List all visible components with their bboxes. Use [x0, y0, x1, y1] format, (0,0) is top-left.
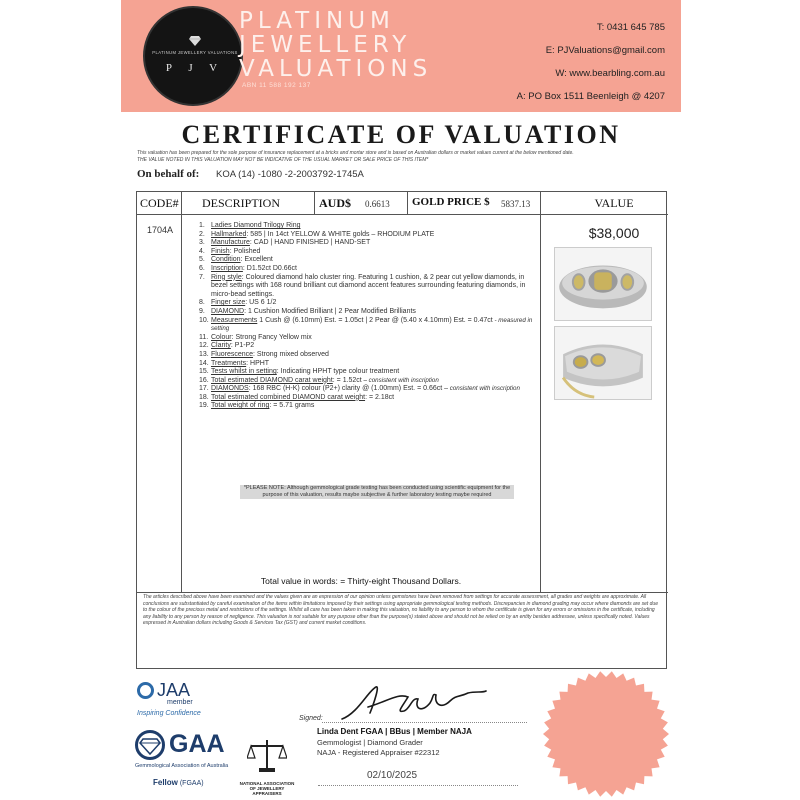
brand-name — [239, 9, 432, 81]
description-item — [189, 334, 539, 343]
item-text: : = 1.52ct — [332, 376, 362, 384]
valuation-date: 02/10/2025 — [367, 770, 418, 781]
item-number: 17. — [199, 385, 209, 393]
item-label: Total weight of ring — [211, 402, 270, 410]
logo-small-text: PLATINUM JEWELLERY VALUATIONS — [152, 50, 238, 55]
item-code: 1704A — [147, 225, 174, 235]
globe-icon — [137, 682, 154, 699]
column-divider — [407, 192, 408, 214]
testing-note: *PLEASE NOTE: Although gemmological grade testing has been conducted using scientific equipment for the purpose of this valuation, results maybe subjective & further laboratory testing maybe required — [240, 485, 514, 499]
item-number: 1. — [199, 222, 205, 229]
item-number: 6. — [199, 264, 205, 272]
ring-photo-angle — [554, 326, 652, 400]
item-note: consistent with inscription — [448, 385, 520, 393]
signature-line — [322, 722, 527, 723]
item-text: : Strong mixed observed — [253, 350, 329, 358]
item-number: 13. — [199, 350, 209, 358]
item-label: Finish — [211, 247, 230, 255]
description-item — [189, 265, 539, 274]
item-value: $38,000 — [588, 225, 640, 241]
description-item — [189, 308, 539, 317]
naja-text: NATIONAL ASSOCIATION OF JEWELLERY APPRAISERS — [239, 781, 295, 796]
description-item — [189, 274, 539, 300]
description-item — [189, 342, 539, 351]
item-text: : Indicating HPHT type colour treatment — [276, 368, 400, 376]
column-divider — [314, 192, 315, 214]
scales-icon — [247, 738, 287, 774]
item-text: : = 5.71 grams — [269, 402, 315, 410]
item-label: Inscription — [211, 264, 243, 272]
item-text: : = 2.18ct — [365, 393, 395, 401]
description-item — [189, 231, 539, 240]
item-number: 15. — [199, 368, 209, 376]
description-item — [189, 394, 539, 403]
column-divider — [181, 192, 182, 593]
date-line — [318, 785, 518, 786]
item-text: : D1.52ct D0.66ct — [242, 264, 297, 272]
item-number: 10. — [199, 316, 209, 324]
letterhead — [121, 0, 681, 112]
description-item — [189, 299, 539, 308]
postal-address: A: PO Box 1511 Beenleigh @ 4207 — [516, 91, 665, 102]
item-label: Ring style — [211, 273, 242, 281]
gem-icon — [135, 730, 165, 760]
description-item — [189, 239, 539, 248]
on-behalf-value: KOA (14) -1080 -2-2003792-1745A — [216, 169, 364, 180]
item-number: 14. — [199, 359, 209, 367]
gaa-fellow-label: Fellow — [153, 778, 178, 787]
item-text: : P1-P2 — [230, 342, 255, 350]
ring-photo-front — [554, 247, 652, 321]
item-note: – consistent with inscription — [361, 376, 439, 384]
code-header: CODE# — [140, 196, 179, 210]
company-seal — [542, 670, 670, 798]
item-label: Clarity — [211, 342, 231, 350]
disclaimer-line-1: This valuation has been prepared for the sole purpose of insurance replacement at a bricks and mortar store and is based on Australian dollars or market values current at the below mentioned date. — [137, 150, 574, 156]
signer-title: Gemmologist | Diamond Grader — [317, 738, 423, 747]
item-text: : Coloured diamond halo cluster ring. Featuring 1 cushion, & 2 pear cut yellow diamonds, in bezel settings with 168 round brilliant cut diamond accent features surrounding featuring diamonds, in micro-bead settings. — [211, 273, 526, 298]
signed-label: Signed: — [299, 715, 323, 722]
signer-registration: NAJA - Registered Appraiser #22312 — [317, 748, 440, 757]
item-text: : Strong Fancy Yellow mix — [231, 333, 312, 341]
item-number: 2. — [199, 230, 205, 238]
item-label: Hallmarked — [211, 230, 247, 238]
jaa-text: JAA — [157, 680, 191, 700]
diamond-icon — [189, 36, 201, 46]
item-label: DIAMONDS — [211, 385, 249, 393]
gold-price-value: 5837.13 — [501, 199, 531, 209]
item-label: Finger size — [211, 299, 246, 307]
item-text: : 168 RBC (H-K) colour (P2+) clarity @ (1.00mm) Est. = 0.66ct – — [248, 385, 449, 393]
item-text: : CAD | HAND FINISHED | HAND-SET — [249, 239, 371, 247]
jaa-tagline: Inspiring Confidence — [137, 710, 201, 717]
gaa-fellow — [153, 778, 204, 787]
total-value-words: Total value in words: = Thirty-eight Thousand Dollars. — [260, 576, 462, 586]
item-label: Ladies Diamond Trilogy Ring — [211, 222, 301, 229]
item-label: Total estimated DIAMOND carat weight — [211, 376, 333, 384]
gaa-fellow-abbr: (FGAA) — [179, 780, 204, 787]
item-number: 3. — [199, 239, 205, 247]
description-item — [189, 351, 539, 360]
item-number: 7. — [199, 273, 205, 281]
brand-line-1: PLATINUM — [239, 8, 395, 34]
item-label: Fluorescence — [211, 350, 254, 358]
disclaimer — [137, 150, 667, 163]
company-logo — [143, 6, 243, 106]
item-number: 19. — [199, 402, 209, 410]
item-label: DIAMOND — [211, 307, 245, 315]
item-text: : US 6 1/2 — [245, 299, 277, 307]
naja-logo — [236, 738, 298, 796]
item-label: Manufacture — [211, 239, 250, 247]
brand-line-3: VALUATIONS — [239, 56, 433, 82]
item-text: : 585 | In 14ct YELLOW & WHITE golds – RHODIUM PLATE — [246, 230, 435, 238]
item-label: Colour — [211, 333, 232, 341]
item-number: 5. — [199, 256, 205, 264]
gaa-logo — [135, 730, 235, 790]
item-note: - measured in setting — [211, 316, 533, 333]
description-item — [189, 222, 539, 231]
header-divider — [137, 214, 668, 215]
diamond-icon — [138, 733, 162, 757]
column-divider — [540, 192, 541, 593]
item-text: : Excellent — [240, 256, 273, 264]
disclaimer-line-2: THE VALUE NOTED IN THIS VALUATION MAY NOT BE INDICATIVE OF THE USUAL MARKET OR SALE PRICE OF THIS ITEM* — [137, 156, 429, 163]
item-number: 8. — [199, 299, 205, 307]
email[interactable]: E: PJValuations@gmail.com — [545, 45, 665, 56]
description-item — [189, 385, 539, 394]
item-number: 16. — [199, 376, 209, 384]
gaa-subtitle: Gemmological Association of Australia — [135, 763, 229, 769]
item-number: 11. — [199, 333, 209, 341]
item-label: Tests whilst in setting — [211, 368, 277, 376]
description-item — [189, 360, 539, 369]
item-number: 9. — [199, 307, 205, 315]
aud-label: AUD$ — [319, 196, 351, 210]
signature — [338, 683, 488, 723]
item-text: : Polished — [229, 247, 261, 255]
aud-value: 0.6613 — [365, 199, 390, 209]
description-item — [189, 248, 539, 257]
abn-number: ABN 11 588 192 137 — [242, 82, 311, 89]
item-number: 18. — [199, 393, 209, 401]
jaa-member: member — [167, 699, 193, 706]
item-text: : HPHT — [246, 359, 270, 367]
on-behalf-label: On behalf of: — [137, 168, 200, 180]
description-item — [189, 317, 539, 334]
valuation-table — [136, 191, 667, 669]
footer-divider — [137, 592, 668, 593]
certificate-title: CERTIFICATE OF VALUATION — [181, 120, 621, 149]
item-text: 1 Cush @ (6.10mm) Est. = 1.05ct | 2 Pear @ (5.40 x 4.10mm) Est. = 0.47ct — [257, 316, 493, 324]
gaa-text: GAA — [169, 730, 225, 758]
item-text: : 1 Cushion Modified Brilliant | 2 Pear Modified Brilliants — [244, 307, 416, 315]
item-number: 4. — [199, 247, 205, 255]
brand-line-2: JEWELLERY — [239, 32, 412, 58]
website[interactable]: W: www.bearbling.com.au — [555, 68, 665, 79]
phone: T: 0431 645 785 — [596, 22, 665, 33]
description-item — [189, 377, 539, 386]
item-label: Condition — [211, 256, 241, 264]
terms-text: The articles described above have been examined and the values given are an expression of our opinion unless gemstones have been removed from settings for accurate assessment, all grades and weights are approximate. All conclusions are substantiated by careful examination of the items within limitations imposed by their settings using appropriate gemmological testing methods. Discrepancies in diamond grading may occur where diamonds are set due to the colour of the precious metal and restrictions of the settings. Whilst all care has been taken in making this valuation, no liability to any person to whom the certificate is given for any errors or omissions in the certificate, including any liability to any person by reason of negligence. This valuation is not suitable for any purpose other than the purpose(s) stated above and should not be relied on by an entity besides addressee, unless specifically noted. Values expressed in Australian dollars including Goods & Services Tax (GST) and current market conditions. — [143, 594, 658, 627]
value-header: VALUE — [594, 196, 634, 210]
description-header: DESCRIPTION — [202, 196, 281, 210]
description-item — [189, 256, 539, 265]
logo-initials: P J V — [165, 62, 225, 74]
item-label: Measurements — [211, 316, 258, 324]
item-number: 12. — [199, 342, 209, 350]
signer-name: Linda Dent FGAA | BBus | Member NAJA — [317, 727, 472, 736]
description-item — [189, 402, 539, 411]
item-label: Total estimated combined DIAMOND carat weight — [211, 393, 366, 401]
description-list — [189, 222, 539, 411]
item-label: Treatments — [211, 359, 247, 367]
description-item — [189, 368, 539, 377]
gold-price-label: GOLD PRICE $ — [412, 196, 490, 208]
